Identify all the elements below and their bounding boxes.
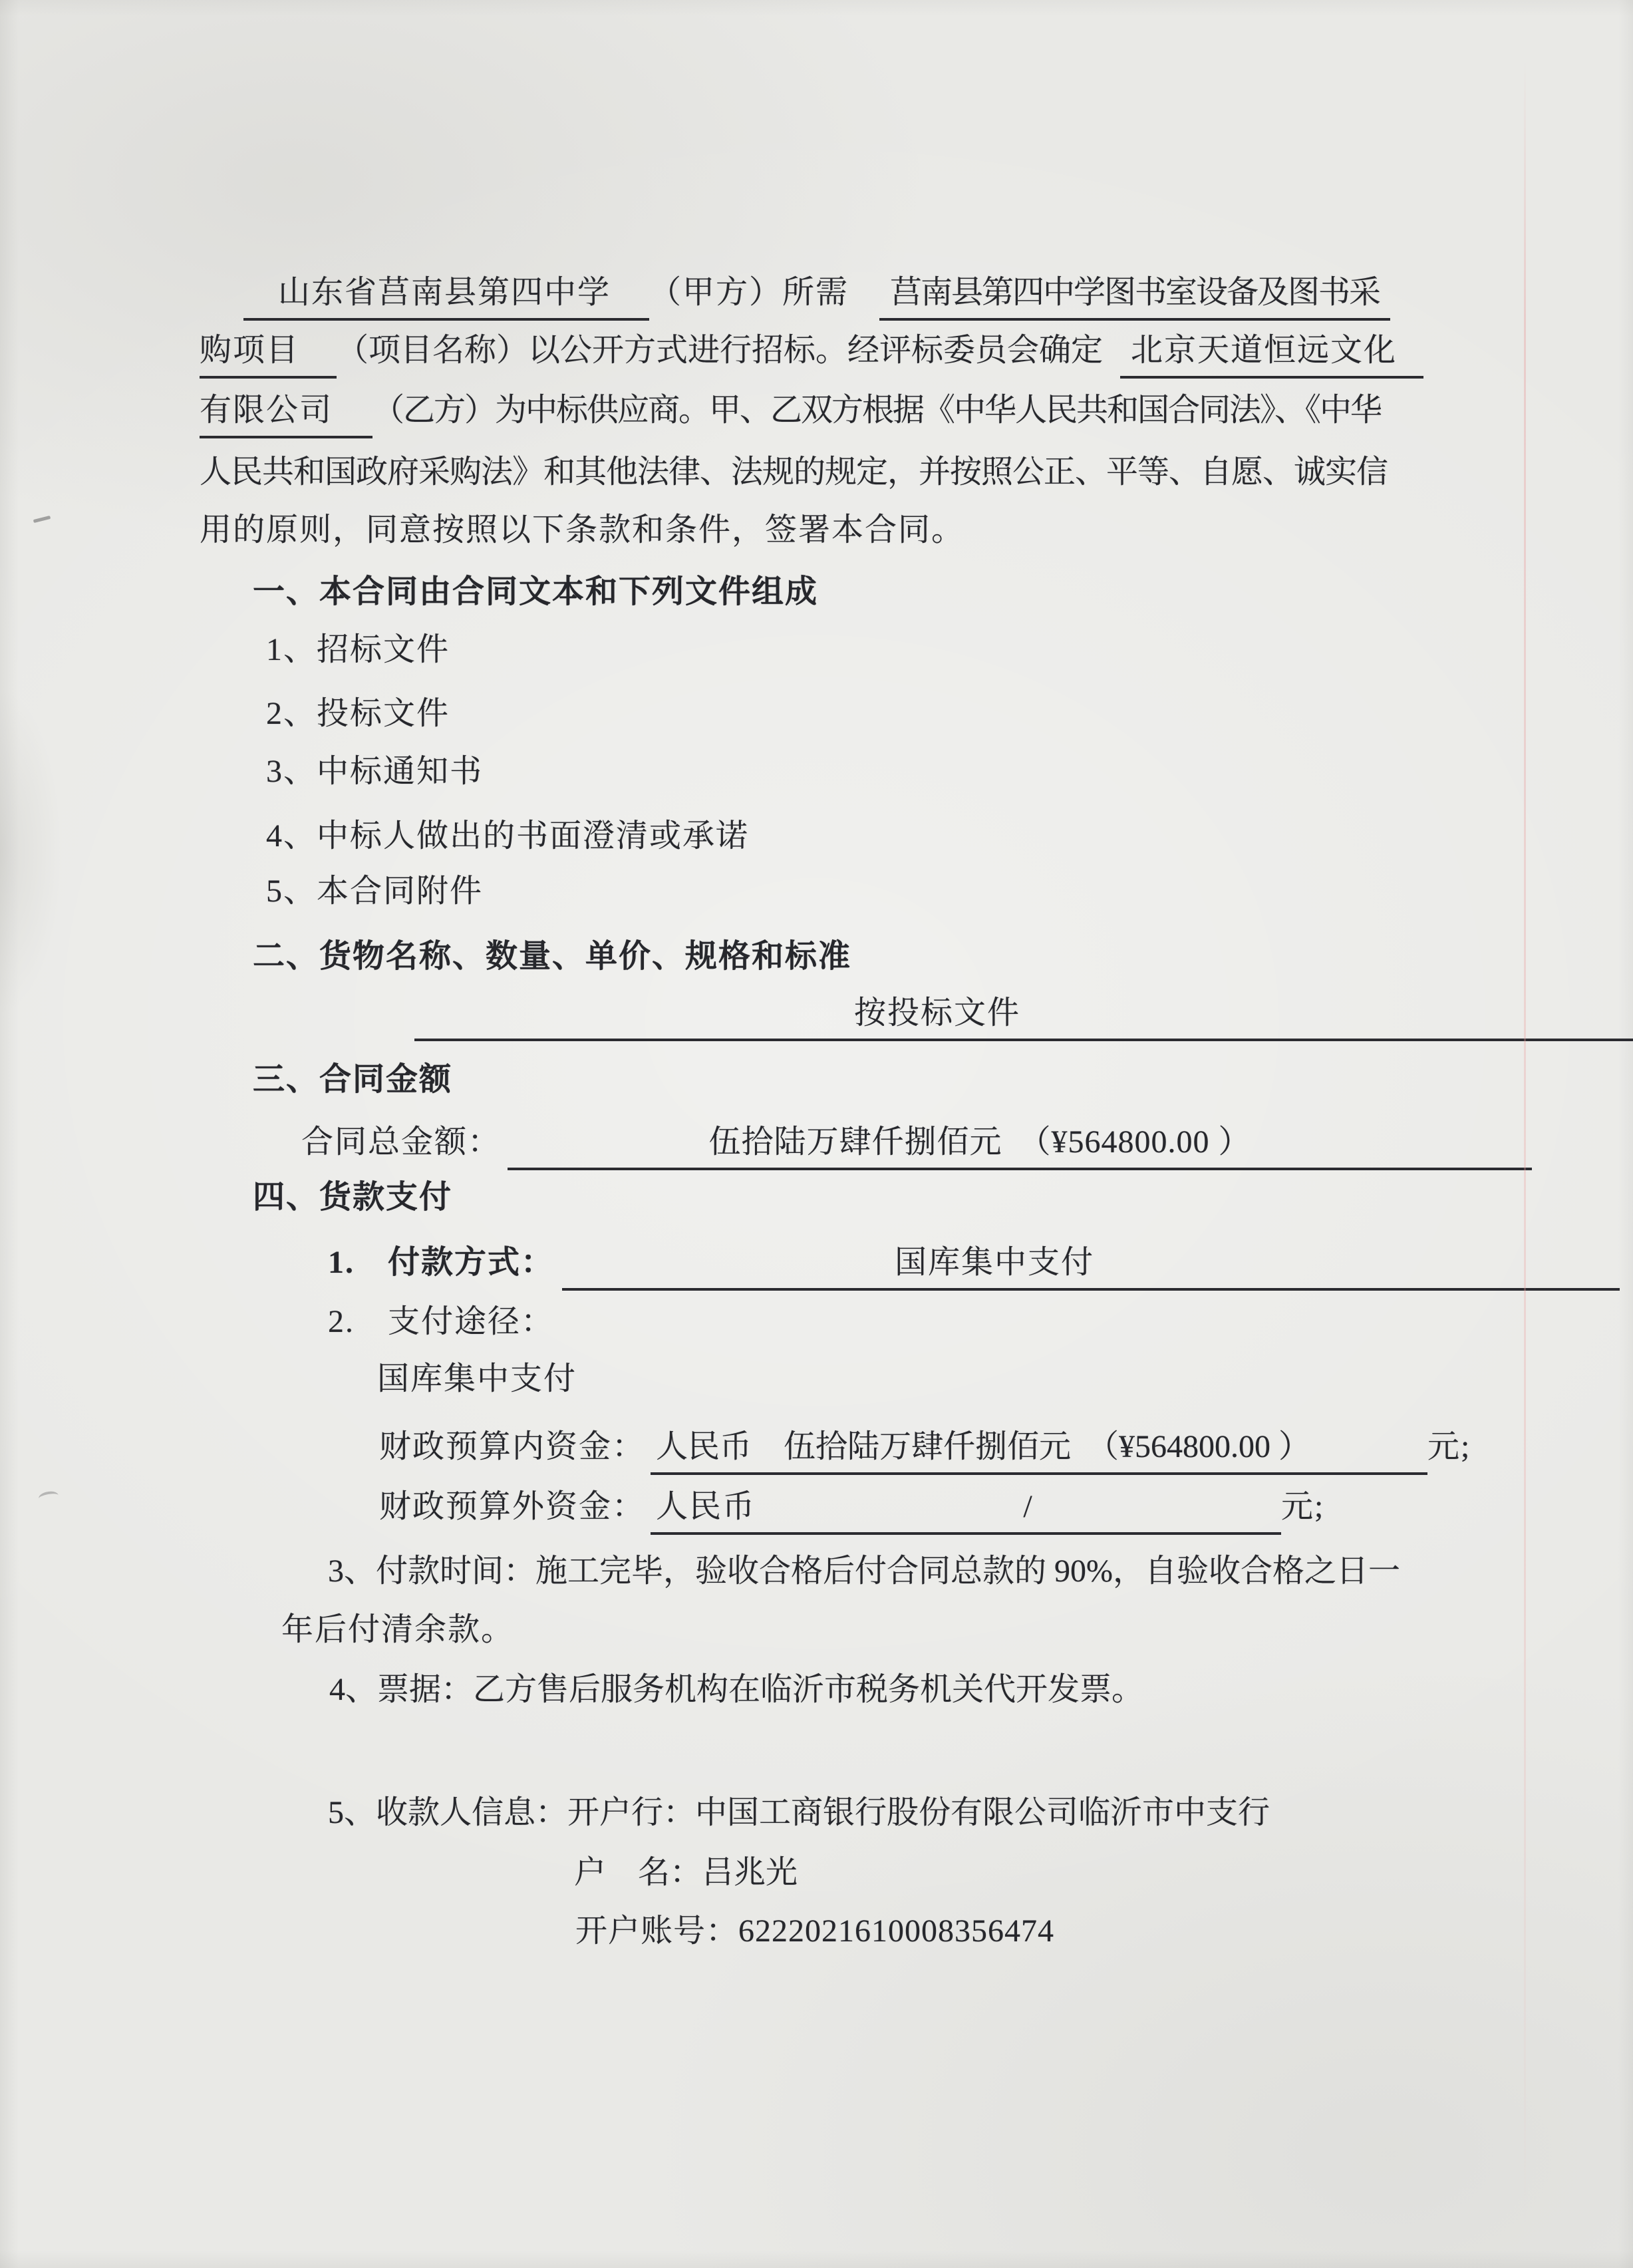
text-segment: （甲方）所需: [649, 275, 849, 310]
payment-route-label: [328, 1302, 554, 1342]
text-segment: 开户账号：6222021610008356474: [575, 1913, 1055, 1949]
crease-mark-artifact: [38, 1490, 59, 1504]
section-2-heading: [253, 937, 851, 977]
underlined-field: 人民币 伍拾陆万肆仟捌佰元 （¥564800.00 ）: [651, 1427, 1427, 1475]
underlined-field: 按投标文件: [414, 993, 1633, 1041]
heading-text: 四、货款支付: [253, 1180, 453, 1215]
underlined-field: 购项目: [200, 331, 337, 379]
payment-time-line-1: [328, 1551, 1400, 1591]
pen-mark-artifact: [33, 516, 51, 523]
heading-text: 一、本合同由合同文本和下列文件组成: [253, 574, 819, 609]
underlined-field: 伍拾陆万肆仟捌佰元 （¥564800.00 ）: [508, 1122, 1532, 1170]
text-segment: 3、付款时间：施工完毕，验收合格后付合同总款的 90%，自验收合格之日一: [328, 1553, 1400, 1589]
budget-internal-funds: [379, 1427, 1471, 1475]
heading-text: 二、货物名称、数量、单价、规格和标准: [253, 939, 852, 974]
opening-line-4: [200, 452, 1388, 492]
payee-name-line: [574, 1853, 798, 1893]
invoice-line: [329, 1670, 1143, 1710]
section-1-item-5: [266, 872, 483, 911]
text-segment: 用的原则，同意按照以下条款和条件，签署本合同。: [200, 512, 965, 548]
text-segment: 2、投标文件: [266, 696, 450, 731]
section-4-heading: [253, 1178, 452, 1217]
text-segment: 合同总金额：: [301, 1124, 502, 1160]
payment-method: [328, 1243, 1620, 1291]
underlined-field: /: [776, 1487, 1281, 1535]
opening-line-5: [200, 510, 965, 550]
payment-time-line-2: [281, 1610, 514, 1650]
underlined-field: 莒南县第四中学图书室设备及图书采: [879, 273, 1390, 321]
text-segment: 元;: [1427, 1429, 1471, 1464]
section-1-item-1: [266, 630, 450, 670]
goods-basis-field: [414, 993, 1633, 1041]
text-segment: 户 名：吕兆光: [574, 1855, 798, 1890]
underlined-field: 有限公司: [200, 391, 372, 438]
text-segment: （乙方）为中标供应商。甲、乙双方根据《中华人民共和国合同法》、《中华: [372, 393, 1382, 428]
section-1-item-3: [266, 752, 483, 792]
section-1-item-2: [266, 694, 450, 734]
text-segment: 财政预算外资金：: [379, 1489, 646, 1524]
payment-route-value: [377, 1359, 577, 1399]
opening-line-1: [200, 273, 1390, 321]
contract-total-amount: [301, 1122, 1532, 1170]
text-segment: 4、票据：乙方售后服务机构在临沂市税务机关代开发票。: [329, 1672, 1144, 1707]
heading-text: 三、合同金额: [253, 1062, 453, 1097]
text-segment: 人民共和国政府采购法》和其他法律、法规的规定，并按照公正、平等、自愿、诚实信: [200, 454, 1388, 490]
opening-line-2: [200, 331, 1423, 379]
text-segment: 国库集中支付: [377, 1361, 577, 1396]
section-1-heading: [253, 572, 818, 612]
text-segment: 2. 支付途径：: [328, 1304, 555, 1339]
payee-account-line: [575, 1911, 1054, 1951]
heading-text: 1. 付款方式：: [328, 1245, 555, 1280]
text-segment: （项目名称）以公开方式进行招标。经评标委员会确定: [337, 333, 1104, 368]
underlined-field: 山东省莒南县第四中学: [243, 273, 649, 321]
text-segment: 5、本合同附件: [266, 874, 484, 909]
budget-external-funds: [379, 1487, 1324, 1535]
text-segment: 1、招标文件: [266, 632, 450, 667]
text-segment: 年后付清余款。: [281, 1612, 515, 1647]
text-segment: 元;: [1281, 1489, 1325, 1524]
opening-line-3: [200, 391, 1381, 438]
section-3-heading: [253, 1060, 452, 1100]
underlined-field: 北京天道恒远文化: [1120, 331, 1423, 379]
underlined-field: 人民币: [651, 1487, 776, 1535]
payee-bank-line: [328, 1793, 1270, 1833]
text-segment: 5、收款人信息：开户行：中国工商银行股份有限公司临沂市中支行: [328, 1795, 1270, 1830]
text-segment: 财政预算内资金：: [379, 1429, 646, 1464]
paper-wrinkle-shadow: [0, 619, 146, 1084]
text-segment: 4、中标人做出的书面澄清或承诺: [266, 818, 750, 854]
text-segment: 3、中标通知书: [266, 754, 484, 789]
underlined-field: 国库集中支付: [562, 1243, 1620, 1291]
section-1-item-4: [266, 816, 749, 856]
